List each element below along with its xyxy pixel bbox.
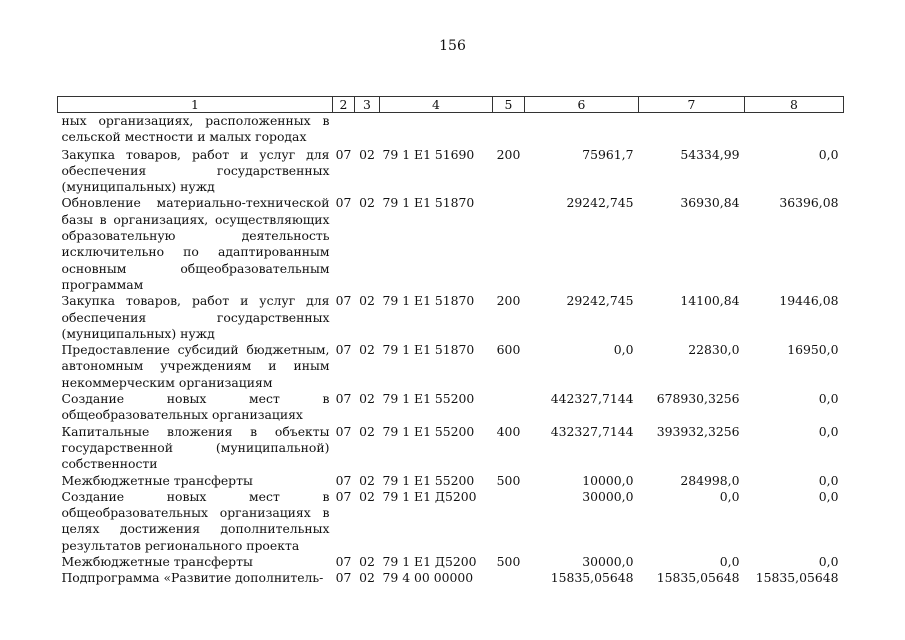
cell-subsection: 02 bbox=[359, 423, 375, 439]
cell-amount-col7: 678930,3256 bbox=[656, 391, 740, 407]
cell-target-code: 79 1 E1 51870 bbox=[382, 342, 475, 358]
cell-name: Создание новых мест в общеобразовательных организациях bbox=[61, 391, 330, 423]
cell-amount-col7: 15835,05648 bbox=[656, 570, 740, 586]
column-header: 3 bbox=[355, 97, 380, 113]
column-header: 1 bbox=[58, 97, 333, 113]
cell-name: Закупка товаров, работ и услуг для обеспечения государственных (муниципальных) нужд bbox=[61, 293, 330, 341]
table-row bbox=[58, 570, 844, 586]
cell-section: 07 bbox=[335, 195, 352, 211]
cell-section: 07 bbox=[335, 570, 352, 586]
cell-target-code: 79 1 E1 55200 bbox=[382, 423, 475, 439]
page-number: 156 bbox=[439, 38, 466, 54]
cell-amount-col6: 30000,0 bbox=[582, 554, 634, 570]
cell-amount-col6: 29242,745 bbox=[566, 195, 634, 211]
table-row bbox=[58, 113, 844, 146]
cell-amount-col7: 22830,0 bbox=[688, 342, 740, 358]
cell-section: 07 bbox=[335, 423, 352, 439]
cell-amount-col8: 0,0 bbox=[818, 146, 839, 162]
column-header: 5 bbox=[493, 97, 525, 113]
table-row bbox=[58, 195, 844, 293]
cell-expense-type: 200 bbox=[496, 146, 521, 162]
cell-amount-col6: 10000,0 bbox=[582, 472, 634, 488]
cell-amount-col6: 0,0 bbox=[613, 342, 634, 358]
cell-name: Межбюджетные трансферты bbox=[61, 472, 253, 488]
cell-amount-col7: 54334,99 bbox=[680, 146, 740, 162]
cell-amount-col8 bbox=[745, 113, 844, 146]
cell-amount-col6: 442327,7144 bbox=[550, 391, 634, 407]
cell-section: 07 bbox=[335, 342, 352, 358]
cell-amount-col6: 30000,0 bbox=[582, 488, 634, 504]
cell-expense-type: 500 bbox=[496, 554, 521, 570]
column-header: 2 bbox=[333, 97, 355, 113]
cell-amount-col8: 19446,08 bbox=[779, 293, 839, 309]
column-header: 7 bbox=[639, 97, 745, 113]
table-row bbox=[58, 342, 844, 391]
cell-target-code: 79 1 E1 Д5200 bbox=[382, 554, 477, 570]
cell-expense-type: 600 bbox=[496, 342, 521, 358]
cell-target-code: 79 1 E1 55200 bbox=[382, 472, 475, 488]
cell-expense-type bbox=[493, 195, 525, 293]
cell-target-code: 79 1 E1 51870 bbox=[382, 195, 475, 211]
cell-target-code: 79 1 E1 55200 bbox=[382, 391, 475, 407]
cell-subsection: 02 bbox=[359, 293, 375, 309]
cell-amount-col6: 15835,05648 bbox=[550, 570, 634, 586]
cell-amount-col7: 0,0 bbox=[719, 554, 740, 570]
cell-amount-col6: 432327,7144 bbox=[550, 423, 634, 439]
cell-expense-type bbox=[493, 391, 525, 424]
table-body bbox=[58, 113, 844, 587]
cell-subsection: 02 bbox=[359, 146, 375, 162]
cell-section: 07 bbox=[335, 293, 352, 309]
cell-amount-col7: 36930,84 bbox=[680, 195, 740, 211]
cell-subsection: 02 bbox=[359, 554, 375, 570]
table-row bbox=[58, 424, 844, 473]
cell-name: Закупка товаров, работ и услуг для обеспечения государственных (муниципальных) нужд bbox=[61, 146, 330, 195]
cell-subsection: 02 bbox=[359, 472, 375, 488]
cell-subsection: 02 bbox=[359, 391, 375, 407]
cell-amount-col8: 0,0 bbox=[818, 472, 839, 488]
cell-section: 07 bbox=[335, 391, 352, 407]
cell-name: Межбюджетные трансферты bbox=[61, 554, 253, 570]
table-row bbox=[58, 391, 844, 424]
cell-section: 07 bbox=[335, 146, 352, 162]
column-header: 8 bbox=[745, 97, 844, 113]
cell-target-code: 79 1 E1 51870 bbox=[382, 293, 475, 309]
cell-amount-col8: 0,0 bbox=[818, 423, 839, 439]
cell-amount-col6 bbox=[525, 113, 639, 146]
cell-subsection: 02 bbox=[359, 342, 375, 358]
cell-subsection: 02 bbox=[359, 570, 375, 586]
column-header: 6 bbox=[525, 97, 639, 113]
cell-expense-type bbox=[493, 489, 525, 554]
cell-amount-col7: 14100,84 bbox=[680, 293, 740, 309]
cell-section: 07 bbox=[335, 554, 352, 570]
cell-name: Капитальные вложения в объекты государственной (муниципальной) собственности bbox=[61, 423, 330, 472]
table-row bbox=[58, 489, 844, 554]
table-row bbox=[58, 293, 844, 342]
cell-amount-col6: 29242,745 bbox=[566, 293, 634, 309]
cell-expense-type bbox=[493, 113, 525, 146]
cell-amount-col8: 0,0 bbox=[818, 391, 839, 407]
cell-name: Обновление материально-технической базы в организациях, осуществляющих образовательную деятельность исключительно по адаптированным основным общеобразовательным программам bbox=[61, 195, 330, 292]
cell-amount-col8: 0,0 bbox=[818, 554, 839, 570]
cell-target-code: 79 4 00 00000 bbox=[382, 570, 474, 586]
cell-section bbox=[333, 113, 355, 146]
cell-section: 07 bbox=[335, 472, 352, 488]
cell-amount-col7: 393932,3256 bbox=[656, 423, 740, 439]
cell-name: Создание новых мест в общеобразовательных организациях в целях достижения дополнительных результатов регионального проекта bbox=[61, 488, 330, 553]
cell-target-code: 79 1 E1 Д5200 bbox=[382, 488, 477, 504]
cell-target-code bbox=[380, 113, 493, 146]
cell-amount-col8: 0,0 bbox=[818, 488, 839, 504]
table-row bbox=[58, 146, 844, 196]
table-row bbox=[58, 554, 844, 570]
cell-amount-col7 bbox=[639, 113, 745, 146]
cell-amount-col8: 36396,08 bbox=[779, 195, 839, 211]
cell-name: Предоставление субсидий бюджетным, автономным учреждениям и иным некоммерческим организациям bbox=[61, 342, 330, 390]
cell-subsection: 02 bbox=[359, 488, 375, 504]
cell-target-code: 79 1 E1 51690 bbox=[382, 146, 475, 162]
cell-subsection bbox=[355, 113, 380, 146]
cell-amount-col7: 0,0 bbox=[719, 488, 740, 504]
cell-expense-type: 400 bbox=[496, 423, 521, 439]
cell-amount-col8: 15835,05648 bbox=[755, 570, 839, 586]
table-header-row bbox=[58, 97, 844, 113]
cell-name: Подпрограмма «Развитие дополнитель- bbox=[61, 570, 324, 586]
cell-expense-type: 200 bbox=[496, 293, 521, 309]
cell-amount-col8: 16950,0 bbox=[787, 342, 839, 358]
cell-section: 07 bbox=[335, 488, 352, 504]
budget-table bbox=[57, 96, 844, 587]
cell-amount-col6: 75961,7 bbox=[582, 146, 634, 162]
table-row bbox=[58, 473, 844, 489]
cell-amount-col7: 284998,0 bbox=[680, 472, 740, 488]
cell-name: ных организациях, расположенных в сельской местности и малых городах bbox=[61, 113, 330, 145]
cell-expense-type bbox=[493, 570, 525, 586]
cell-expense-type: 500 bbox=[496, 472, 521, 488]
cell-subsection: 02 bbox=[359, 195, 375, 211]
column-header: 4 bbox=[380, 97, 493, 113]
